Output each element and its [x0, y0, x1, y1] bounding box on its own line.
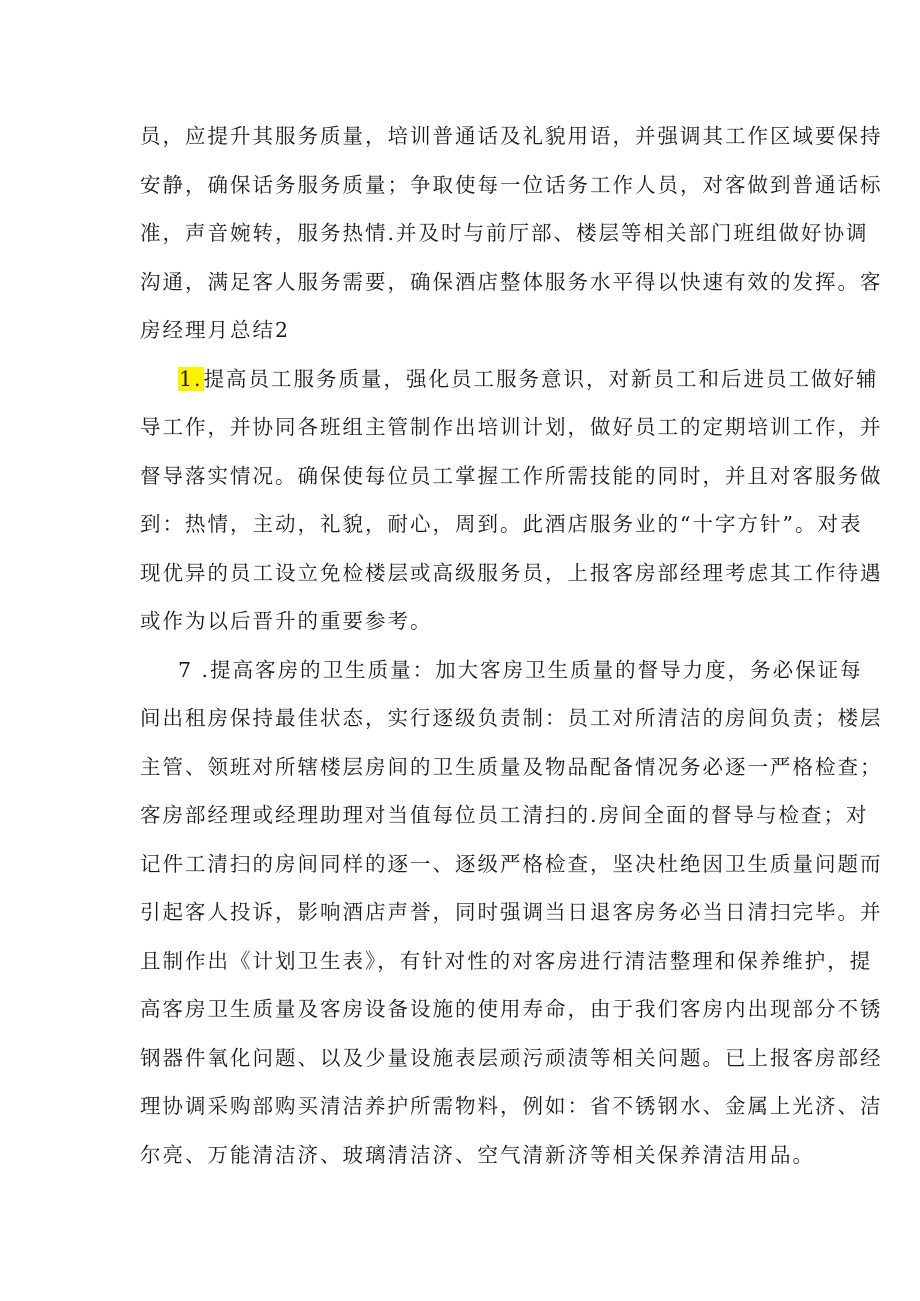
- text-line: 间出租房保持最佳状态，实行逐级负责制：员工对所清洁的房间负责；楼层: [140, 706, 883, 730]
- paragraph-2: [140, 355, 883, 646]
- text-line: 房经理月总结2: [140, 318, 291, 342]
- text-line: 引起客人投诉，影响酒店声誉，同时强调当日退客房务必当日清扫完毕。并: [140, 900, 883, 924]
- document-body: [140, 112, 883, 1179]
- text-line: 督导落实情况。确保使每位员工掌握工作所需技能的同时，并且对客服务做: [140, 463, 883, 488]
- text-line: 现优异的员工设立免检楼层或高级服务员，上报客房部经理考虑其工作待遇: [140, 560, 883, 585]
- text-line: 主管、领班对所辖楼层房间的卫生质量及物品配备情况务必逐一严格检查；: [140, 754, 883, 779]
- text-line: 7 .提高客房的卫生质量：加大客房卫生质量的督导力度，务必保证每: [178, 657, 863, 682]
- text-line: 准，声音婉转，服务热情.并及时与前厅部、楼层等相关部门班组做好协调: [140, 221, 869, 245]
- text-line: 导工作，并协同各班组主管制作出培训计划，做好员工的定期培训工作，并: [140, 415, 883, 439]
- text-line: 客房部经理或经理助理对当值每位员工清扫的.房间全面的督导与检查；对: [140, 803, 869, 827]
- text-line: 尔亮、万能清洁济、玻璃清洁济、空气清新济等相关保养清洁用品。: [140, 1142, 815, 1167]
- text-line: 安静，确保话务服务质量；争取使每一位话务工作人员，对客做到普通话标: [140, 172, 883, 197]
- text-line: 沟通，满足客人服务需要，确保酒店整体服务水平得以快速有效的发挥。客: [140, 269, 883, 294]
- text-line: 高客房卫生质量及客房设备设施的使用寿命，由于我们客房内出现部分不锈: [140, 997, 883, 1021]
- text-line: 且制作出《计划卫生表》，有针对性的对客房进行清洁整理和保养维护，提: [140, 948, 873, 973]
- text-line: 钢器件氧化问题、以及少量设施表层顽污顽渍等相关问题。已上报客房部经: [140, 1045, 883, 1070]
- text-line: 到：热情，主动，礼貌，耐心，周到。此酒店服务业的“十字方针”。对表: [140, 512, 863, 536]
- text-line: 理协调采购部购买清洁养护所需物料，例如：省不锈钢水、金属上光济、洁: [140, 1094, 883, 1118]
- text-line: 记件工清扫的房间同样的逐一、逐级严格检查，坚决杜绝因卫生质量问题而: [140, 851, 883, 876]
- text-line-content: 提高员工服务质量，强化员工服务意识，对新员工和后进员工做好辅: [203, 366, 879, 391]
- highlighted-list-number: 1.: [179, 366, 203, 391]
- paragraph-3: [140, 646, 883, 1180]
- text-line: 员，应提升其服务质量，培训普通话及礼貌用语，并强调其工作区域要保持: [140, 124, 883, 148]
- paragraph-1: [140, 112, 883, 355]
- text-line: [140, 355, 879, 404]
- text-line: 或作为以后晋升的重要参考。: [140, 609, 433, 633]
